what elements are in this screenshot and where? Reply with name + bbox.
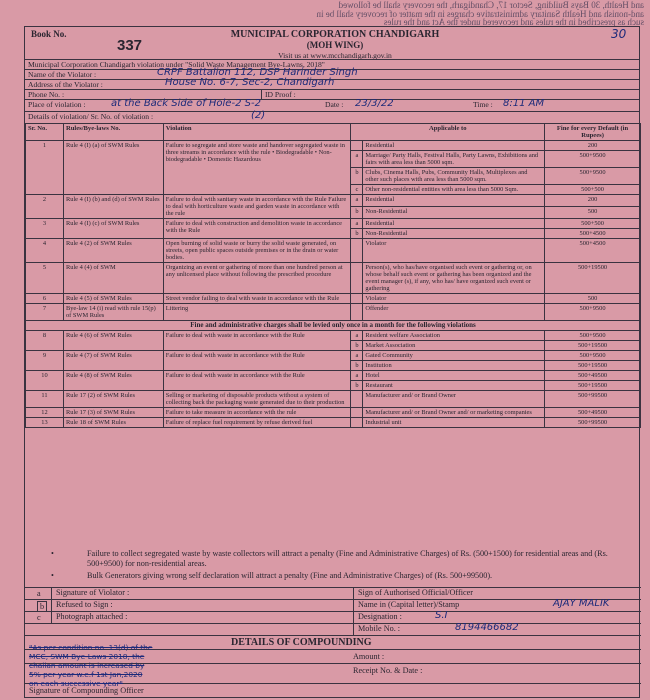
cell-applicable-letter bbox=[351, 391, 363, 408]
cell-violation: Failure to deal with waste in accordance with the Rule bbox=[163, 331, 351, 351]
cell-sr: 8 bbox=[26, 331, 64, 351]
cell-applicable-fine: 500+9500 bbox=[545, 168, 641, 185]
cell-applicable-letter bbox=[351, 294, 363, 304]
cell-applicable-text: Violator bbox=[363, 239, 545, 263]
cell-applicable-letter bbox=[351, 263, 363, 294]
cell-sr: 2 bbox=[26, 195, 64, 219]
name-value: AJAY MALIK bbox=[553, 598, 610, 609]
table-row bbox=[26, 304, 641, 321]
col-rules: Rules/Bye-laws No. bbox=[63, 124, 163, 141]
table-row bbox=[26, 391, 641, 408]
cell-rule: Rule 17 (3) of SWM Rules bbox=[63, 408, 163, 418]
violator-label: Name of the Violator : bbox=[28, 70, 97, 79]
table-row bbox=[26, 195, 641, 207]
cell-applicable-fine: 500+500 bbox=[545, 219, 641, 229]
date-label: Date : bbox=[325, 100, 344, 109]
address-row bbox=[25, 79, 639, 89]
time-value: 8:11 AM bbox=[503, 98, 545, 109]
cell-applicable-fine: 500+19500 bbox=[545, 341, 641, 351]
col-fine: Fine for every Default (in Rupees) bbox=[545, 124, 641, 141]
intro-text: Municipal Corporation Chandigarh violation under "Solid Waste Management Bye-Lawns, 2018" bbox=[28, 60, 325, 69]
cell-applicable-fine: 500+49500 bbox=[545, 371, 641, 381]
cell-applicable-letter: a bbox=[351, 219, 363, 229]
cell-applicable-text: Person(s), who has/have organised such event or gathering or, on whose behalf such event or gathering has been organized and the event manager (s), if any, who has/ have organized such event or gathering bbox=[363, 263, 545, 294]
cell-applicable-text: Resident welfare Association bbox=[363, 331, 545, 341]
cell-applicable-text: Violator bbox=[363, 294, 545, 304]
bleed-line: and Health, 30 Bays Building, Sector 17, Chandigarh, the recovery shall be followed bbox=[338, 0, 644, 10]
address-label: Address of the Violator : bbox=[28, 80, 103, 89]
violator-signature-label: Signature of Violator : bbox=[51, 588, 129, 600]
note-item: • Failure to collect segregated waste by waste collectors will attract a penalty (Fine and Administrative Charges) of Rs. (500+1500) for residential areas and (Rs. 500+9500) for non-residential areas. bbox=[47, 549, 627, 569]
table-body bbox=[26, 141, 641, 321]
designation-label: Designation : bbox=[353, 612, 402, 624]
cell-applicable-text: Market Association bbox=[363, 341, 545, 351]
cell-applicable-text: Residential bbox=[363, 195, 545, 207]
mobile-value: 8194466682 bbox=[455, 622, 519, 633]
cell-applicable-letter bbox=[351, 408, 363, 418]
address-value: House No. 6-7, Sec-2, Chandigarh bbox=[165, 77, 335, 88]
cell-applicable-letter: a bbox=[351, 371, 363, 381]
sig-row-c bbox=[25, 611, 641, 623]
org-name: MUNICIPAL CORPORATION CHANDIGARH bbox=[230, 29, 440, 40]
id-proof-label: ID Proof : bbox=[265, 90, 296, 99]
table-row bbox=[26, 371, 641, 381]
cell-applicable-letter: b bbox=[351, 168, 363, 185]
cell-violation: Failure to deal with waste in accordance with the Rule bbox=[163, 371, 351, 391]
cell-applicable-text: Non-Residential bbox=[363, 229, 545, 239]
cell-violation: Failure to segregate and store waste and handover segregated waste in three streams in accordance with the rule • Biodegradable • Non-biodegradable • Domestic Hazardous bbox=[163, 141, 351, 195]
cell-applicable-text: Gated Community bbox=[363, 351, 545, 361]
stamp-line: MCC, SWM Bye-Laws 2018, the bbox=[29, 652, 145, 661]
cell-rule: Bye-law 14 (i) read with rule 15(p) of SWM Rules bbox=[63, 304, 163, 321]
cell-applicable-fine: 500+99500 bbox=[545, 391, 641, 408]
cell-applicable-text: Residential bbox=[363, 141, 545, 151]
cell-sr: 11 bbox=[26, 391, 64, 408]
cell-applicable-fine: 500+4500 bbox=[545, 239, 641, 263]
cell-applicable-text: Other non-residential entities with area less than 5000 Sqm. bbox=[363, 185, 545, 195]
table-row bbox=[26, 219, 641, 229]
cell-applicable-letter bbox=[351, 304, 363, 321]
bleed-through-text bbox=[0, 0, 650, 26]
cell-applicable-letter: c bbox=[351, 185, 363, 195]
serial-number: 30 bbox=[611, 27, 627, 41]
cell-applicable-fine: 500+9500 bbox=[545, 331, 641, 341]
cell-rule: Rule 4 (8) of SWM Rules bbox=[63, 371, 163, 391]
cell-rule: Rule 4 (I) (c) of SWM Rules bbox=[63, 219, 163, 239]
cell-applicable-text: Marriage/ Party Halls, Festival Halls, Party Lawns, Exhibitions and fairs with area less than 5000 sqm. bbox=[363, 151, 545, 168]
cell-rule: Rule 17 (2) of SWM Rules bbox=[63, 391, 163, 408]
cell-applicable-letter: a bbox=[351, 195, 363, 207]
cell-applicable-fine: 500+4500 bbox=[545, 229, 641, 239]
cell-applicable-text: Clubs, Cinema Halls, Pubs, Community Halls, Multiplexes and other such places with area less than 5000 sqm. bbox=[363, 168, 545, 185]
cell-sr: 1 bbox=[26, 141, 64, 195]
compounding-officer-signature-label: Signature of Compounding Officer bbox=[29, 686, 144, 695]
cell-violation: Organizing an event or gathering of more than one hundred person at any unlicensed place without following the prescribed procedure bbox=[163, 263, 351, 294]
place-row bbox=[25, 99, 639, 111]
table-row bbox=[26, 418, 641, 428]
cell-applicable-fine: 500+19500 bbox=[545, 263, 641, 294]
stamp-line: "As per condition no. 13(d) of the bbox=[29, 643, 153, 652]
rubber-stamp-note bbox=[29, 643, 229, 688]
table-row bbox=[26, 331, 641, 341]
book-no: 337 bbox=[117, 37, 143, 54]
cell-applicable-fine: 500+19500 bbox=[545, 361, 641, 371]
cell-applicable-letter bbox=[351, 141, 363, 151]
cell-applicable-fine: 200 bbox=[545, 141, 641, 151]
cell-applicable-fine: 500+49500 bbox=[545, 408, 641, 418]
cell-applicable-letter: a bbox=[351, 151, 363, 168]
cell-sr: 7 bbox=[26, 304, 64, 321]
details-row bbox=[25, 111, 639, 123]
cell-applicable-fine: 500+99500 bbox=[545, 418, 641, 428]
cell-violation: Selling or marketing of disposable products without a system of collecting back the packaging waste generated due to their production bbox=[163, 391, 351, 408]
time-label: Time : bbox=[473, 100, 493, 109]
cell-sr: 13 bbox=[26, 418, 64, 428]
cell-applicable-fine: 500+500 bbox=[545, 185, 641, 195]
cell-applicable-letter bbox=[351, 239, 363, 263]
cell-applicable-letter: b bbox=[351, 381, 363, 391]
cell-applicable-letter: b bbox=[351, 229, 363, 239]
table-row bbox=[26, 141, 641, 151]
cell-rule: Rule 4 (5) of SWM Rules bbox=[63, 294, 163, 304]
cell-violation: Failure of replace fuel requirement by refuse derived fuel bbox=[163, 418, 351, 428]
cell-applicable-letter: a bbox=[351, 351, 363, 361]
cell-applicable-fine: 500 bbox=[545, 207, 641, 219]
cell-violation: Open burning of solid waste or burry the solid waste generated, on streets, open public spaces outside premises or in the drain or water bodies. bbox=[163, 239, 351, 263]
cell-rule: Rule 4 (4) of SWM bbox=[63, 263, 163, 294]
cell-sr: 6 bbox=[26, 294, 64, 304]
cell-applicable-fine: 500+9500 bbox=[545, 351, 641, 361]
bleed-line: such as prescribed in the rules and recovered under the Act and the rules bbox=[383, 17, 644, 26]
penalty-notes bbox=[47, 549, 627, 583]
col-applicable: Applicable to bbox=[351, 124, 545, 141]
violator-value: CRPF Battalion 112, DSP Harinder Singh bbox=[157, 67, 358, 78]
stamp-line: on each successive year" bbox=[29, 679, 123, 688]
details-value: (2) bbox=[251, 110, 266, 121]
cell-violation: Failure to deal with waste in accordance with the Rule bbox=[163, 351, 351, 371]
place-value: at the Back Side of Hole-2 S-2 bbox=[111, 98, 261, 109]
cell-sr: 3 bbox=[26, 219, 64, 239]
row-letter: b bbox=[37, 601, 47, 612]
challan-form bbox=[24, 26, 640, 698]
cell-sr: 4 bbox=[26, 239, 64, 263]
cell-rule: Rule 4 (I) (a) of SWM Rules bbox=[63, 141, 163, 195]
designation-value: S.I bbox=[435, 610, 448, 621]
cell-rule: Rule 4 (6) of SWM Rules bbox=[63, 331, 163, 351]
table-body-2 bbox=[26, 331, 641, 428]
wing-name: (MOH WING) bbox=[306, 40, 364, 50]
cell-applicable-letter bbox=[351, 418, 363, 428]
cell-applicable-text: Industrial unit bbox=[363, 418, 545, 428]
table-row bbox=[26, 239, 641, 263]
website: Visit us at www.mcchandigarh.gov.in bbox=[278, 51, 392, 60]
cell-applicable-text: Institution bbox=[363, 361, 545, 371]
receipt-label: Receipt No. & Date : bbox=[353, 666, 423, 675]
col-violation: Violation bbox=[163, 124, 351, 141]
cell-applicable-fine: 500+9500 bbox=[545, 151, 641, 168]
stamp-line: challan amount is increased by bbox=[29, 661, 145, 670]
cell-applicable-fine: 500 bbox=[545, 294, 641, 304]
table-row bbox=[26, 294, 641, 304]
col-sr: Sr. No. bbox=[26, 124, 64, 141]
cell-applicable-fine: 200 bbox=[545, 195, 641, 207]
cell-rule: Rule 18 of SWM Rules bbox=[63, 418, 163, 428]
official-signature-label: Sign of Authorised Official/Officer bbox=[353, 588, 473, 600]
cell-violation: Street vendor failing to deal with waste in accordance with the Rule bbox=[163, 294, 351, 304]
cell-rule: Rule 4 (7) of SWM Rules bbox=[63, 351, 163, 371]
cell-violation: Failure to take measure in accordance with the rule bbox=[163, 408, 351, 418]
cell-sr: 12 bbox=[26, 408, 64, 418]
cell-applicable-letter: b bbox=[351, 207, 363, 219]
cell-applicable-text: Residential bbox=[363, 219, 545, 229]
note-item: • Bulk Generators giving wrong self declaration will attract a penalty (Fine and Administrative Charges) of (Rs. 500+99500). bbox=[47, 571, 627, 581]
table-row bbox=[26, 351, 641, 361]
mobile-row bbox=[25, 623, 641, 635]
book-no-label: Book No. bbox=[31, 29, 67, 39]
section-heading: Fine and administrative charges shall be levied only once in a month for the following violations bbox=[26, 321, 641, 331]
compounding-title: DETAILS OF COMPOUNDING bbox=[231, 637, 372, 648]
violations-table bbox=[25, 123, 641, 428]
phone-label: Phone No. : bbox=[28, 90, 65, 99]
place-label: Place of violation : bbox=[28, 100, 86, 109]
bleed-line: and-nonish and Health Sanitary administrative charges in the matter of recovery shall be in bbox=[316, 8, 644, 19]
mobile-label: Mobile No. : bbox=[353, 624, 400, 636]
cell-applicable-fine: 500+19500 bbox=[545, 381, 641, 391]
cell-sr: 10 bbox=[26, 371, 64, 391]
cell-applicable-letter: b bbox=[351, 341, 363, 351]
cell-applicable-letter: b bbox=[351, 361, 363, 371]
name-label: Name in (Capital letter)/Stamp bbox=[353, 600, 459, 612]
cell-applicable-letter: a bbox=[351, 331, 363, 341]
cell-applicable-text: Manufacturer and/ or Brand Owner and/ or marketing companies bbox=[363, 408, 545, 418]
table-row bbox=[26, 408, 641, 418]
photo-attached-label: Photograph attached : bbox=[51, 612, 127, 624]
refused-sign-label: Refused to Sign : bbox=[51, 600, 113, 612]
row-letter: c bbox=[37, 613, 41, 622]
date-value: 23/3/22 bbox=[355, 98, 394, 109]
cell-violation: Littering bbox=[163, 304, 351, 321]
details-label: Details of violation/ Sr. No. of violation : bbox=[28, 112, 154, 121]
cell-applicable-text: Restaurant bbox=[363, 381, 545, 391]
cell-violation: Failure to deal with construction and demolition waste in accordance with the Rule bbox=[163, 219, 351, 239]
table-row bbox=[26, 263, 641, 294]
cell-applicable-text: Hotel bbox=[363, 371, 545, 381]
amount-label: Amount : bbox=[353, 652, 385, 661]
cell-violation: Failure to deal with sanitary waste in accordance with the Rule Failure to deal with horticulture waste and garden waste in accordance with the rule bbox=[163, 195, 351, 219]
cell-sr: 5 bbox=[26, 263, 64, 294]
cell-applicable-text: Offender bbox=[363, 304, 545, 321]
cell-sr: 9 bbox=[26, 351, 64, 371]
table-header-row bbox=[26, 124, 641, 141]
cell-applicable-text: Non-Residential bbox=[363, 207, 545, 219]
sig-row-b bbox=[25, 599, 641, 611]
cell-applicable-text: Manufacturer and/ or Brand Owner bbox=[363, 391, 545, 408]
cell-applicable-fine: 500+9500 bbox=[545, 304, 641, 321]
cell-rule: Rule 4 (2) of SWM Rules bbox=[63, 239, 163, 263]
row-letter: a bbox=[37, 589, 41, 598]
stamp-line: 5% per year w.e.f 1st Jan,2020 bbox=[29, 670, 143, 679]
cell-rule: Rule 4 (I) (b) and (d) of SWM Rules bbox=[63, 195, 163, 219]
sig-row-a bbox=[25, 587, 641, 599]
